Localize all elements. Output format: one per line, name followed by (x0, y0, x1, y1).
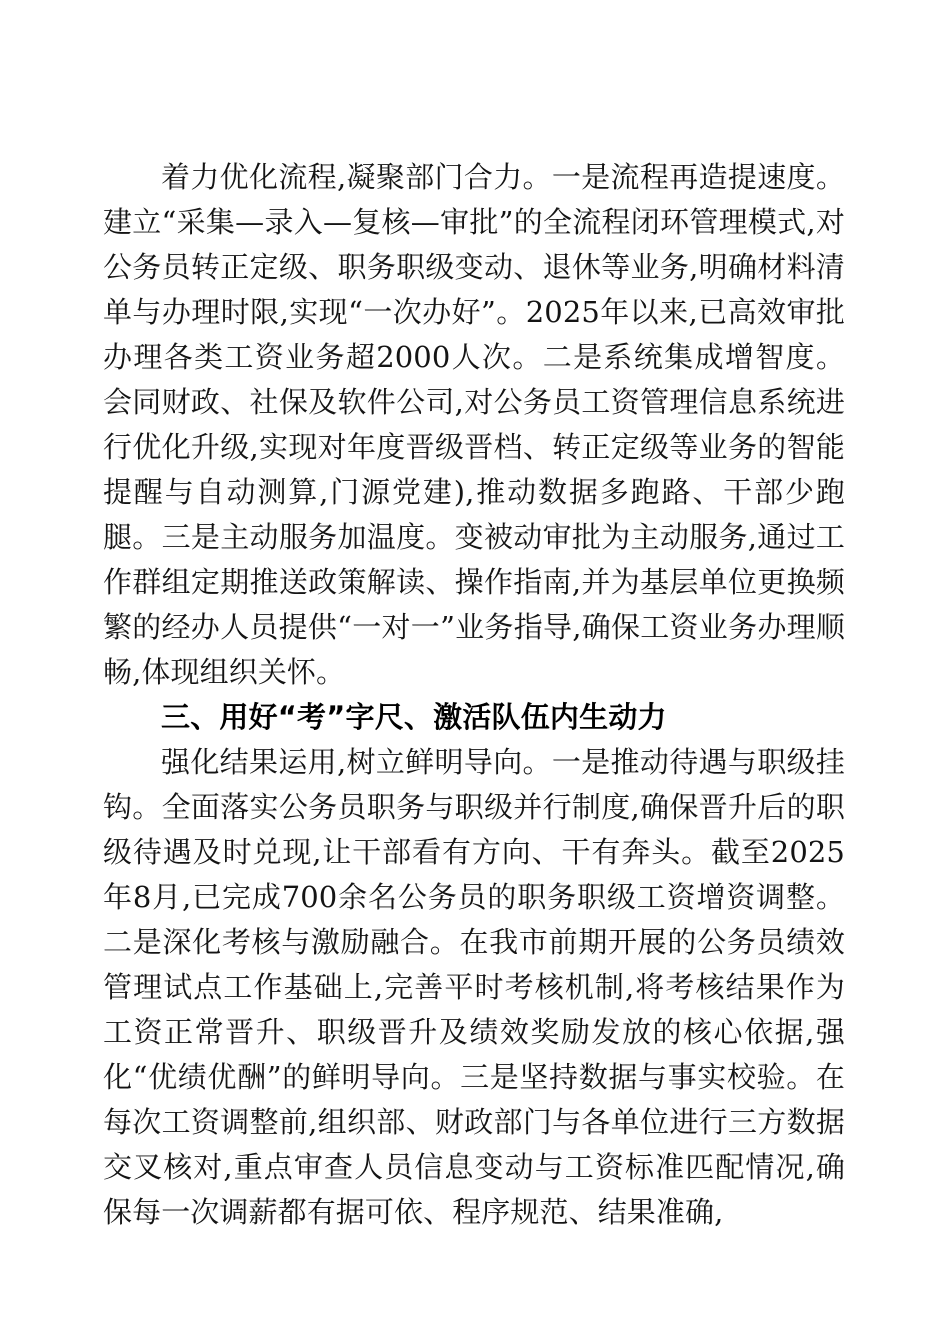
heading-section-three: 三、用好“考”字尺、激活队伍内生动力 (161, 700, 667, 734)
document-body (103, 155, 845, 1235)
paragraph-result-application: 强化结果运用,树立鲜明导向。一是推动待遇与职级挂钩。全面落实公务员职务与职级并行制度,确保晋升后的职级待遇及时兑现,让干部看有方向、干有奔头。截至2025年8月,已完成700余名公务员的职务职级工资增资调整。二是深化考核与激励融合。在我市前期开展的公务员绩效管理试点工作基础上,完善平时考核机制,将考核结果作为工资正常晋升、职级晋升及绩效奖励发放的核心依据,强化“优绩优酬”的鲜明导向。三是坚持数据与事实校验。在每次工资调整前,组织部、财政部门与各单位进行三方数据交叉核对,重点审查人员信息变动与工资标准匹配情况,确保每一次调薪都有据可依、程序规范、结果准确, (103, 745, 845, 1229)
paragraph-optimize-process: 着力优化流程,凝聚部门合力。一是流程再造提速度。建立“采集—录入—复核—审批”的全流程闭环管理模式,对公务员转正定级、职务职级变动、退休等业务,明确材料清单与办理时限,实现“一次办好”。2025年以来,已高效审批办理各类工资业务超2000人次。二是系统集成增智度。会同财政、社保及软件公司,对公务员工资管理信息系统进行优化升级,实现对年度晋级晋档、转正定级等业务的智能提醒与自动测算,门源党建),推动数据多跑路、干部少跑腿。三是主动服务加温度。变被动审批为主动服务,通过工作群组定期推送政策解读、操作指南,并为基层单位更换频繁的经办人员提供“一对一”业务指导,确保工资业务办理顺畅,体现组织关怀。 (103, 160, 845, 689)
